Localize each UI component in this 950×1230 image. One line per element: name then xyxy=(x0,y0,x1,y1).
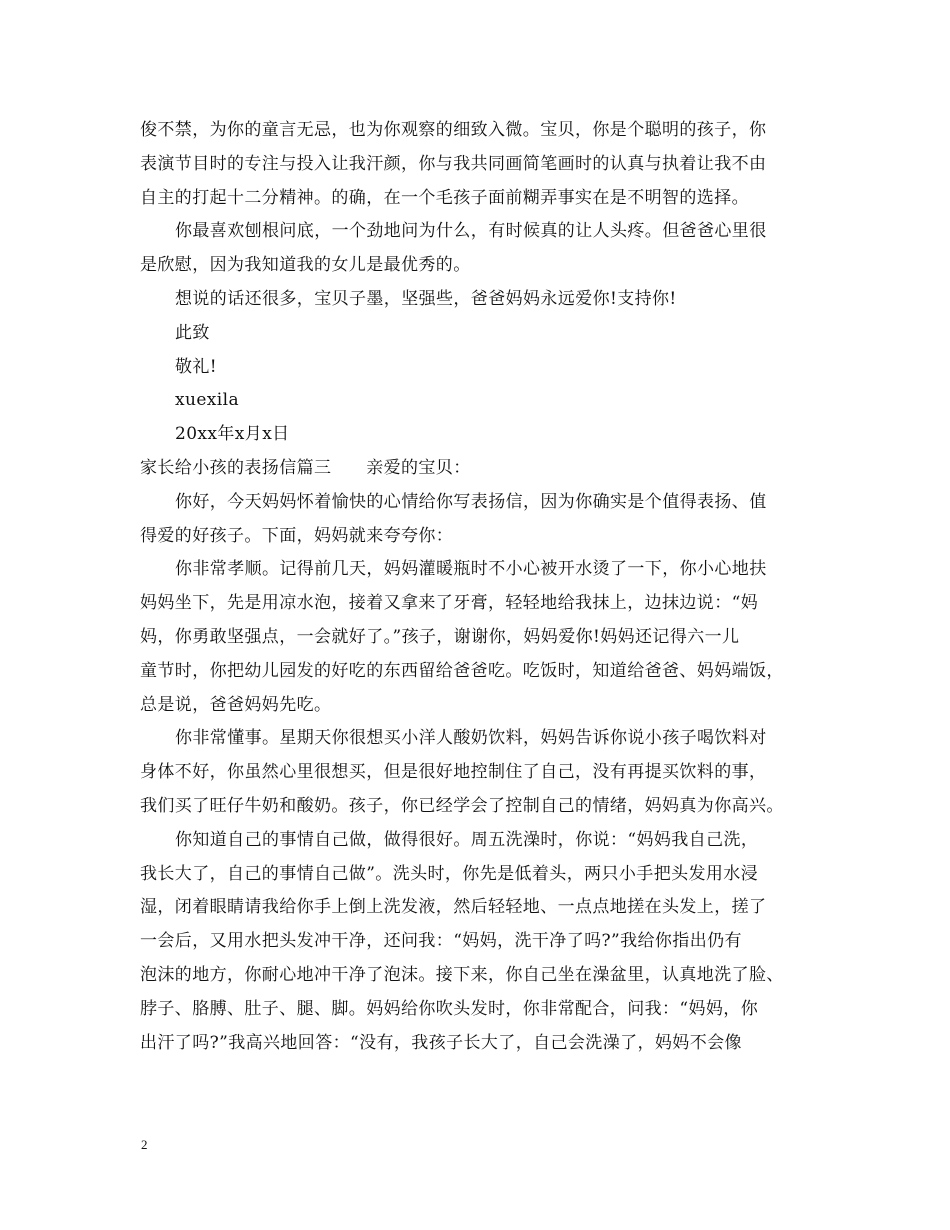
text-line: 一会后，又用水把头发冲干净，还问我：“妈妈，洗干净了吗?”我给你指出仍有 xyxy=(140,931,742,952)
text-line: 表演节目时的专注与投入让我汗颜，你与我共同画简笔画时的认真与执着让我不由 xyxy=(140,153,767,174)
text-line: 你非常懂事。星期天你很想买小洋人酸奶饮料，妈妈告诉你说小孩子喝饮料对 xyxy=(175,728,767,749)
text-line: 出汗了吗?”我高兴地回答：“没有，我孩子长大了，自己会洗澡了，妈妈不会像 xyxy=(140,1032,742,1053)
text-line: 想说的话还很多，宝贝子墨，坚强些，爸爸妈妈永远爱你!支持你! xyxy=(175,288,677,309)
text-line: 敬礼! xyxy=(175,356,218,377)
text-line: 湿，闭着眼睛请我给你手上倒上洗发液，然后轻轻地、一点点地搓在头发上，搓了 xyxy=(140,897,767,918)
text-line: 此致 xyxy=(175,322,210,343)
text-line: 我们买了旺仔牛奶和酸奶。孩子，你已经学会了控制自己的情绪，妈妈真为你高兴。 xyxy=(140,795,784,816)
text-line: 是欣慰，因为我知道我的女儿是最优秀的。 xyxy=(140,255,471,276)
text-line: 你知道自己的事情自己做，做得很好。周五洗澡时，你说：“妈妈我自己洗， xyxy=(175,829,759,850)
text-line: 总是说，爸爸妈妈先吃。 xyxy=(140,694,332,715)
text-line: 泡沫的地方，你耐心地冲干净了泡沫。接下来，你自己坐在澡盆里，认真地洗了脸、 xyxy=(140,964,784,985)
page-number: 2 xyxy=(141,1137,148,1152)
text-line: 我长大了，自己的事情自己做”。洗头时，你先是低着头，两只小手把头发用水浸 xyxy=(140,863,759,884)
text-line: 妈，你勇敢坚强点，一会就好了。”孩子，谢谢你，妈妈爱你!妈妈还记得六一儿 xyxy=(140,626,740,647)
text-line: 童节时，你把幼儿园发的好吃的东西留给爸爸吃。吃饭时，知道给爸爸、妈妈端饭， xyxy=(140,660,784,681)
text-line: 得爱的好孩子。下面，妈妈就来夸夸你： xyxy=(140,525,454,546)
text-line: 你好，今天妈妈怀着愉快的心情给你写表扬信，因为你确实是个值得表扬、值 xyxy=(175,491,767,512)
text-line: 家长给小孩的表扬信篇三 亲爱的宝贝： xyxy=(140,457,471,478)
text-line: xuexila xyxy=(175,390,239,411)
text-line: 俊不禁，为你的童言无忌，也为你观察的细致入微。宝贝，你是个聪明的孩子，你 xyxy=(140,120,767,140)
text-line: 你最喜欢刨根问底，一个劲地问为什么，有时候真的让人头疼。但爸爸心里很 xyxy=(175,221,767,242)
text-line: 你非常孝顺。记得前几天，妈妈灌暖瓶时不小心被开水烫了一下，你小心地扶 xyxy=(175,559,767,580)
text-line: 妈妈坐下，先是用凉水泡，接着又拿来了牙膏，轻轻地给我抹上，边抹边说：“妈 xyxy=(140,593,759,614)
document-body xyxy=(140,114,820,1060)
text-line: 自主的打起十二分精神。的确，在一个毛孩子面前糊弄事实在是不明智的选择。 xyxy=(140,187,749,208)
text-line: 身体不好，你虽然心里很想买，但是很好地控制住了自己，没有再提买饮料的事， xyxy=(140,762,767,783)
text-line: 脖子、胳膊、肚子、腿、脚。妈妈给你吹头发时，你非常配合，问我：“妈妈，你 xyxy=(140,998,759,1019)
text-line: 20xx年x月x日 xyxy=(175,424,290,445)
